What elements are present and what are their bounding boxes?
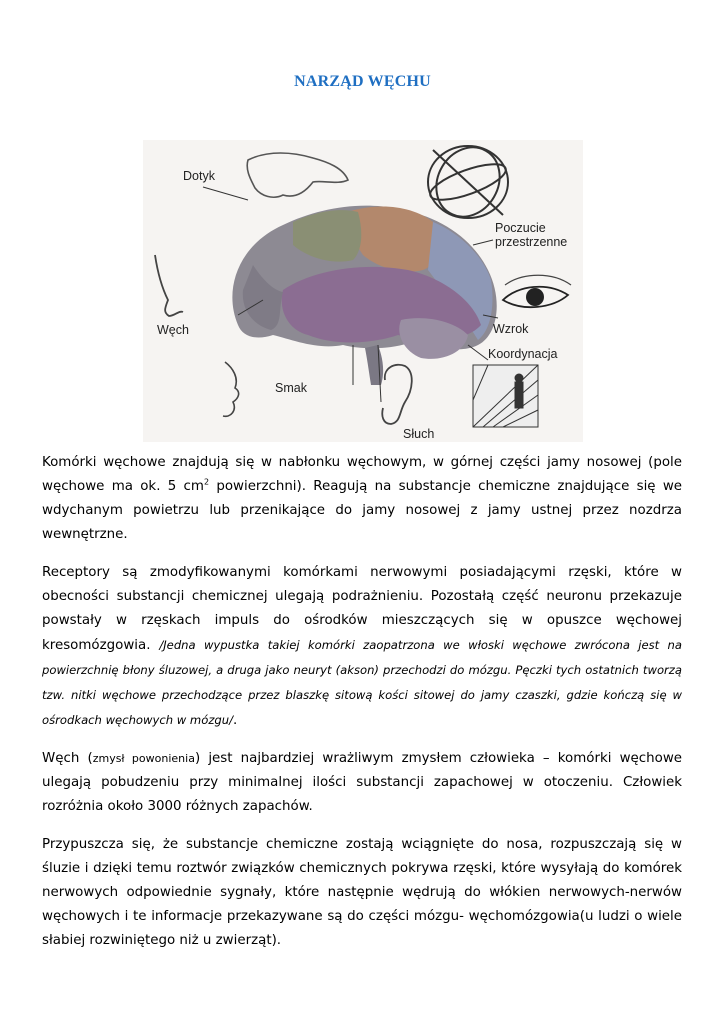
label-sluch: Słuch <box>403 427 435 441</box>
ear-icon <box>382 365 411 424</box>
label-poczucie: Poczucie <box>495 221 546 235</box>
p1-text-b: powierzchni). Reagują na substancje chemiczne znajdujące się we wdychanym powietrzu lub przenikające do jamy nosowej z jamy ustnej przez nozdrza wewnętrzne. <box>42 479 683 542</box>
brain-senses-illustration <box>143 140 583 442</box>
eye-icon <box>503 275 571 307</box>
label-dotyk: Dotyk <box>183 169 215 183</box>
label-smak: Smak <box>275 381 307 395</box>
p1-superscript: 2 <box>203 477 210 487</box>
article-body <box>42 451 682 953</box>
hand-icon <box>247 153 348 197</box>
paragraph-4: Przypuszcza się, że substancje chemiczne zostają wciągnięte do nosa, rozpuszczają się w śluzie i dzięki temu roztwór związków chemicznych pokrywa rzęski, które wysyłają do komórek nerwowych odpowiednie sygnały, które następnie wędrują do włókien nerwowych-nerwów węchowych i te informacje przekazywane są do części mózgu- węchomózgowia(u ludzi o wiele słabiej rozwiniętego niż u zwierząt). <box>42 837 682 948</box>
coordination-illustration <box>473 365 538 427</box>
p3-text-c: ) jest najbardziej wrażliwym zmysłem człowieka – komórki węchowe ulegają pobudzeniu przy minimalnej ilości substancji zapachowej w otoczeniu. Człowiek rozróżnia około 3000 różnych zapachów. <box>42 751 683 814</box>
p2-text-a: Receptory są zmodyfikowanymi komórkami nerwowymi posiadającymi rzęski, które w obecności substancji chemicznej ulegają podrażnieniu. Pozostałą część neuronu przekazuje powstały w rzęskach impuls do ośrodków mieszczących się w opuszce węchowej kresomózgowia. <box>42 565 682 653</box>
label-wzrok: Wzrok <box>493 322 529 336</box>
label-koordynacja: Koordynacja <box>488 347 558 361</box>
label-wech: Węch <box>157 323 189 337</box>
paragraph-3 <box>42 747 682 819</box>
p2-text-c: . <box>233 713 238 728</box>
mouth-icon <box>223 362 239 416</box>
p1-text-a: Komórki węchowe znajdują się w nabłonku węchowym, w górnej części jamy nosowej (pole węchowe ma ok. 5 cm <box>42 455 682 494</box>
nose-icon <box>155 255 183 316</box>
p3-small-text: zmysł powonienia <box>92 752 195 765</box>
brain-diagram <box>143 140 583 442</box>
p3-text-a: Węch ( <box>42 751 93 766</box>
label-przestrzenne: przestrzenne <box>495 235 568 249</box>
armillary-sphere-icon <box>424 140 512 228</box>
p2-italic-note: /Jedna wypustka takiej komórki zaopatrzona we włoski węchowe zwrócona jest na powierzchnię błony śluzowej, a druga jako neuryt (akson) przechodzi do mózgu. Pęczki tych ostatnich tworzą tzw. nitki węchowe przechodzące przez blaszkę sitową kości sitowej do jamy czaszki, gdzie kończą się w ośrodkach węchowych w mózgu/ <box>42 638 682 727</box>
brain-icon <box>232 206 496 385</box>
page-title: NARZĄD WĘCHU <box>294 73 431 90</box>
paragraph-2 <box>42 561 682 733</box>
paragraph-1 <box>42 451 682 547</box>
